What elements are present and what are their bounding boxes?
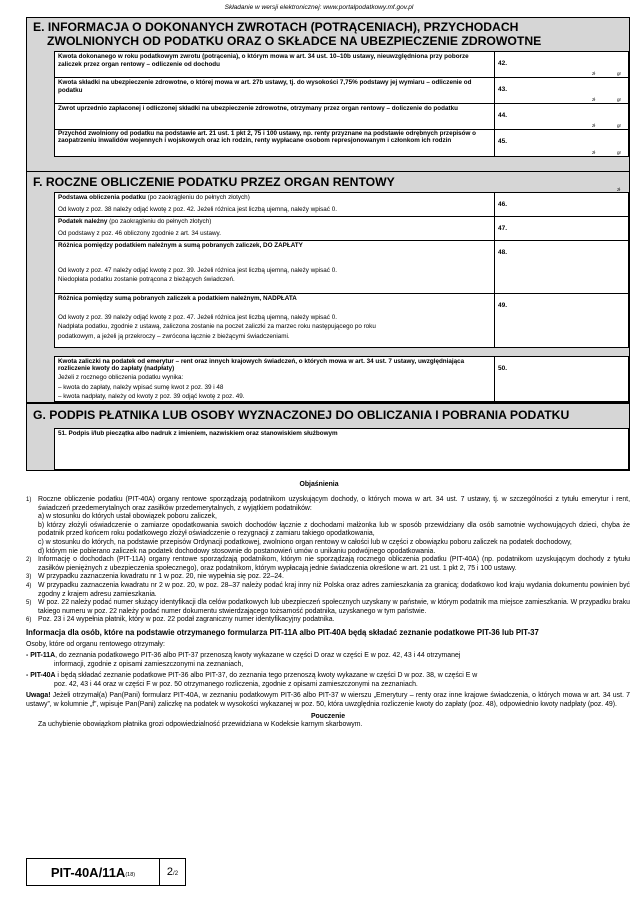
e-row-42-label <box>54 51 495 78</box>
pit11a-text: , do zeznania podatkowego PIT-36 albo PIT-37 przenoszą kwoty wykazane w części D oraz w części E w poz. 42, 43 i 44 otrzymanej <box>55 652 461 660</box>
f-row-48-desc2: Niedopłata podatku zostanie potrącona z bieżących świadczeń. <box>58 276 235 284</box>
zl-unit: zł <box>592 71 596 76</box>
note-1-d: d) którym nie pobierano zaliczek na podatek dochodowy stosownie do postanowień umów o unikaniu podwójnego opodatkowania. <box>38 547 436 555</box>
zl-unit: zł <box>592 150 596 155</box>
f-field-46-number: 46. <box>498 201 508 208</box>
f-field-50[interactable] <box>494 356 629 402</box>
f-row-46-desc: Od kwoty z poz. 38 należy odjąć kwotę z poz. 42. Jeżeli różnica jest liczbą ujemną, należy wpisać 0. <box>58 205 337 213</box>
e-row-43-label <box>54 77 495 104</box>
page-number: 2 <box>166 866 174 878</box>
e-row-43-text: Kwota składki na ubezpieczenie zdrowotne, o której mowa w art. 27b ustawy, tj. do wysokości 7,75% podstawy jej wymiaru – odliczenie od podatku <box>58 79 472 94</box>
f-row-47-desc: Od podstawy z poz. 46 obliczony zgodnie z art. 34 ustawy. <box>58 229 221 237</box>
uwaga-text: Jeżeli otrzymał(a) Pan(Pani) formularz PIT-40A, w zeznaniu podatkowym PIT-36 albo PIT-37 w wierszu „Emerytury – renty oraz inne krajowe świadczenia, o których mowa w art. 34 ust. 7 ustawy”, w kolumnie „f”, wpisuje Pan(Pani) zaliczkę na podatek w wysokości wykazanej w poz. 50, która uwzględnia rozliczenie kwoty do zapłaty (poz. 48), odpowiednio kwoty nadpłaty (poz. 49). <box>26 692 630 709</box>
note-1-b: b) którzy złożyli oświadczenie o zamiarze opodatkowania swoich dochodów łącznie z dochodami małżonka lub w sposób przewidziany dla osób samotnie wychowujących dzieci, chyba że podatnik przed końcem roku podatkowego złożył oświadczenie o rezygnacji z zamiaru takiego opodatkowania, <box>38 521 630 538</box>
note-2 <box>26 556 630 573</box>
f-row-50-line1: Jeżeli z rocznego obliczenia podatku wynika: <box>58 374 184 382</box>
note-6-text: Poz. 23 i 24 wypełnia płatnik, który w poz. 22 podał zagraniczny numer identyfikacyjny podatnika. <box>38 616 335 624</box>
electronic-filing-note: Składanie w wersji elektronicznej: www.portalpodatkowy.mf.gov.pl <box>224 4 414 11</box>
f-field-48[interactable] <box>494 240 629 294</box>
f-field-49-number: 49. <box>498 302 508 309</box>
f-row-47-suffix: (po zaokrągleniu do pełnych złotych) <box>109 218 212 225</box>
f-row-49-label <box>54 293 495 348</box>
e-row-45-label <box>54 129 495 157</box>
e-row-44-label <box>54 103 495 130</box>
f-field-50-number: 50. <box>498 365 508 372</box>
pouczenie-text: Za uchybienie obowiązkom płatnika grozi odpowiedzialność przewidziana w Kodeksie karnym skarbowym. <box>38 721 363 729</box>
f-row-46-suffix: (po zaokrągleniu do pełnych złotych) <box>147 194 250 201</box>
note-3-text: W przypadku zaznaczenia kwadratu nr 1 w poz. 20, nie wypełnia się poz. 22–24. <box>38 573 284 581</box>
section-f-title: F. ROCZNE OBLICZENIE PODATKU PRZEZ ORGAN RENTOWY <box>33 175 395 189</box>
zl-unit: zł <box>592 123 596 128</box>
f-row-48-title: Różnica pomiędzy podatkiem należnym a sumą pobranych zaliczek, DO ZAPŁATY <box>58 242 303 249</box>
note-1-mark: 1) <box>26 497 32 503</box>
f-row-50-line3: – kwota nadpłaty, należy od kwoty z poz. 39 odjąć kwotę z poz. 49. <box>58 392 245 400</box>
pit11a-lead: - PIT-11A <box>26 652 56 660</box>
e-field-43-number: 43. <box>498 86 508 93</box>
f-row-47-title: Podatek należny <box>58 218 108 225</box>
note-5-mark: 5) <box>26 600 32 607</box>
note-1-text: Roczne obliczenie podatku (PIT-40A) organy rentowe sporządzają podatnikom uzyskującym dochody, o których mowa w art. 34 ust. 7 ustawy, tj. w szczególności z tytułu emerytur i rent, świadczeń przedemerytalnych oraz zasiłków przedemerytalnych, z wyjątkiem podatników: <box>38 496 630 512</box>
e-field-44-number: 44. <box>498 112 508 119</box>
e-field-42-number: 42. <box>498 60 508 67</box>
f-row-46-label <box>54 192 495 217</box>
signature-field-51[interactable] <box>54 428 629 470</box>
uwaga-paragraph <box>26 692 630 709</box>
note-2-mark: 2) <box>26 557 32 564</box>
page-total: /2 <box>173 871 179 877</box>
zl-unit: zł <box>592 97 596 102</box>
note-4 <box>26 582 630 599</box>
gr-unit: gr <box>617 123 622 128</box>
f-field-47-number: 47. <box>498 225 508 232</box>
f-row-49-desc1: Od kwoty z poz. 39 należy odjąć kwotę z poz. 47. Jeżeli różnica jest liczbą ujemną, należy wpisać 0. <box>58 313 337 321</box>
f-row-50-label <box>54 356 495 402</box>
gr-unit: gr <box>617 97 622 102</box>
section-e <box>26 17 630 171</box>
pit40a-text2: poz. 42, 43 i 44 oraz w części F w poz. 50 otrzymanego rozliczenia, zgodnie z opisami zamieszczonymi na zeznaniach. <box>54 680 418 688</box>
f-row-49-title: Różnica pomiędzy sumą pobranych zaliczek a podatkiem należnym, NADPŁATA <box>58 295 297 302</box>
f-row-49-desc2: Nadpłata podatku, zgodnie z ustawą, zaliczona zostanie na poczet zaliczki za marzec roku następującego po roku <box>58 323 376 331</box>
note-1-c: c) w stosunku do których, na podstawie przepisów Ordynacji podatkowej, zwolniono organ rentowy w całości lub w części z obowiązku poboru zaliczek na podatek dochodowy, <box>38 538 572 546</box>
explanations-body <box>26 496 630 730</box>
note-6-mark: 6) <box>26 617 32 624</box>
note-1-a: a) w stosunku do których ustał obowiązek poboru zaliczek, <box>38 513 217 521</box>
gr-unit: gr <box>617 150 622 155</box>
section-e-title-line1: E. INFORMACJA O DOKONANYCH ZWROTACH (POTRĄCENIACH), PRZYCHODACH <box>33 20 519 34</box>
f-field-47[interactable] <box>494 216 629 241</box>
f-row-50-title: Kwota zaliczki na podatek od emerytur – rent oraz innych krajowych świadczeń, o których mowa w art. 34 ust. 7 ustawy, uwzględniająca rozliczenie kwoty do zapłaty (nadpłaty) <box>58 358 465 373</box>
f-row-48-label <box>54 240 495 294</box>
section-e-title <box>33 20 541 48</box>
f-field-48-number: 48. <box>498 249 508 256</box>
f-field-49[interactable] <box>494 293 629 348</box>
note-4-text: W przypadku zaznaczenia kwadratu nr 2 w poz. 20, w poz. 28–37 należy podać kraj inny niż Polska oraz adres zamieszkania za granicą; dodatkowo kod kraju wydania dokumentu powinien być zgodny z krajem adresu zamieszkania. <box>38 581 630 598</box>
note-4-mark: 4) <box>26 582 32 589</box>
e-field-42[interactable] <box>494 51 629 78</box>
e-row-45-text: Przychód zwolniony od podatku na podstawie art. 21 ust. 1 pkt 2, 75 i 100 ustawy, np. renty przyznane na podstawie odrębnych przepisów o zaopatrzeniu inwalidów wojennych i wojskowych oraz ich rodzin, renty wypłacane osobom represjonowanym i członkom ich rodzin <box>58 130 477 144</box>
section-e-title-line2: ZWOLNIONYCH OD PODATKU ORAZ O SKŁADCE NA UBEZPIECZENIE ZDROWOTNE <box>47 34 542 48</box>
info-title: Informacja dla osób, które na podstawie otrzymanego formularza PIT-11A albo PIT-40A będą składać zeznanie podatkowe PIT-36 lub PIT-37 <box>26 627 539 637</box>
e-field-45-number: 45. <box>498 138 508 145</box>
note-1 <box>26 496 630 556</box>
pit11a-text2: informacji, zgodnie z opisami zamieszczonymi na zeznaniach, <box>54 660 244 668</box>
note-2-text: Informację o dochodach (PIT-11A) organy rentowe sporządzają podatnikom, którym nie sporządzają rocznego obliczenia podatku (PIT-40A) (np. podatnikom uzyskującym dochody z tytułu zasiłków pieniężnych z ubezpieczenia społecznego), oraz podatnikom, którym wypłacają jednie świadczenia określone w art. 21 ust. 1 pkt 2, 75 i 100 ustawy. <box>38 556 630 572</box>
e-row-44-text: Zwrot uprzednio zapłaconej i odliczonej składki na ubezpieczenie zdrowotne, otrzymany przez organ rentowy – doliczenie do podatku <box>58 105 458 112</box>
pit40a-text: i będą składać zeznanie podatkowe PIT-36 albo PIT-37, do zeznania tego przenoszą kwoty wykazane w części D w poz. 38, w części E w <box>55 672 478 680</box>
e-field-43[interactable] <box>494 77 629 104</box>
zl-unit: zł <box>617 187 621 192</box>
f-row-50-line2: – kwota do zapłaty, należy wpisać sumę kwot z poz. 39 i 48 <box>58 383 224 391</box>
e-field-45[interactable] <box>494 129 629 157</box>
f-row-47-label <box>54 216 495 241</box>
pit40a-paragraph <box>26 672 630 689</box>
pouczenie-heading: Pouczenie <box>310 712 346 720</box>
info-intro: Osoby, które od organu rentowego otrzymały: <box>26 640 165 648</box>
signature-field-label: 51. Podpis i/lub pieczątka albo nadruk z imieniem, nazwiskiem oraz stanowiskiem służbowym <box>58 430 338 437</box>
e-field-44[interactable] <box>494 103 629 130</box>
note-3 <box>26 573 630 582</box>
f-row-49-desc3: podatkowym, a jeżeli ją przekroczy – zwrócona łącznie z bieżącymi świadczeniami. <box>58 332 290 340</box>
note-5 <box>26 599 630 616</box>
form-version: (18) <box>125 872 136 878</box>
pit40a-lead: - PIT-40A <box>26 672 56 680</box>
explanations-heading: Objaśnienia <box>299 481 339 488</box>
form-footer <box>26 858 186 886</box>
note-5-text: W poz. 22 należy podać numer służący identyfikacji dla celów podatkowych lub ubezpieczeń społecznych uzyskany w państwie, w którym podatnik ma miejsce zamieszkania. W przypadku braku takiego numeru w poz. 22 należy podać numer dokumentu stwierdzającego tożsamość podatnika, uzyskanego w tym państwie. <box>38 599 630 615</box>
note-6 <box>26 616 630 625</box>
f-row-46-title: Podstawa obliczenia podatku <box>58 194 146 201</box>
note-3-mark: 3) <box>26 574 32 581</box>
section-g <box>26 403 630 471</box>
section-g-title: G. PODPIS PŁATNIKA LUB OSOBY WYZNACZONEJ DO OBLICZANIA I POBRANIA PODATKU <box>33 408 570 422</box>
form-code-box <box>27 859 160 885</box>
uwaga-lead: Uwaga! <box>26 692 51 700</box>
page-number-box <box>160 859 185 885</box>
form-code: PIT-40A/11A <box>50 864 126 880</box>
section-f <box>26 171 630 403</box>
gr-unit: gr <box>617 71 622 76</box>
f-row-48-desc1: Od kwoty z poz. 47 należy odjąć kwotę z poz. 39. Jeżeli różnica jest liczbą ujemną, należy wpisać 0. <box>58 266 337 274</box>
pit11a-paragraph <box>26 652 630 669</box>
e-row-42-text: Kwota dokonanego w roku podatkowym zwrotu (potrącenia), o którym mowa w art. 34 ust. 10–10b ustawy, nieuwzględniona przy poborze zaliczek przez organ rentowy – odliczenie od dochodu <box>58 53 469 68</box>
f-field-46[interactable] <box>494 192 629 217</box>
